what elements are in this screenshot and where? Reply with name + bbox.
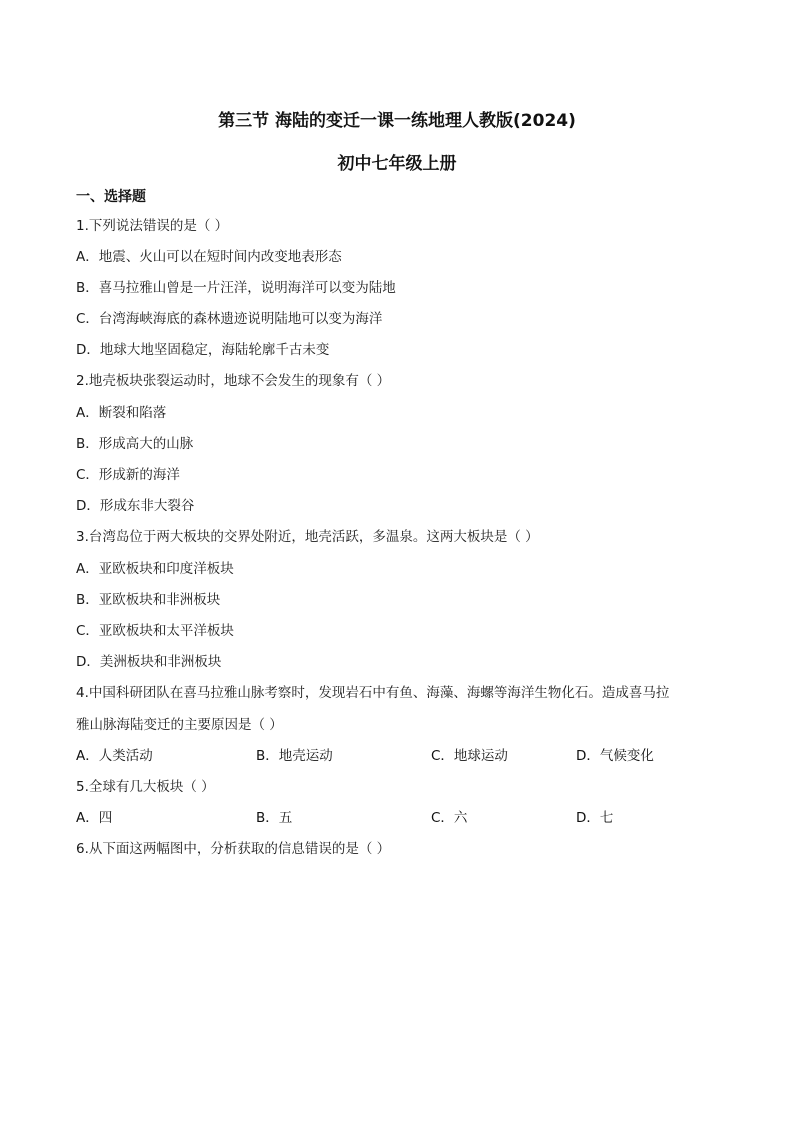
question-4-stem-line-2: 雅山脉海陆变迁的主要原因是（ ） xyxy=(76,717,283,733)
question-5-stem: 5.全球有几大板块（ ） xyxy=(76,779,215,795)
document-subtitle: 初中七年级上册 xyxy=(337,154,457,174)
section-heading: 一、选择题 xyxy=(76,189,146,205)
question-4-option-d: D．气候变化 xyxy=(576,748,654,764)
question-3-option-a: A．亚欧板块和印度洋板块 xyxy=(76,561,234,577)
document-title: 第三节 海陆的变迁一课一练地理人教版(2024) xyxy=(218,111,576,131)
question-1-option-b: B．喜马拉雅山曾是一片汪洋，说明海洋可以变为陆地 xyxy=(76,280,396,296)
question-5-option-c: C．六 xyxy=(431,810,468,826)
question-5-option-b: B．五 xyxy=(256,810,293,826)
question-1-stem: 1.下列说法错误的是（ ） xyxy=(76,218,229,234)
question-2-option-c: C．形成新的海洋 xyxy=(76,467,180,483)
question-4-option-b: B．地壳运动 xyxy=(256,748,333,764)
question-3-option-b: B．亚欧板块和非洲板块 xyxy=(76,592,221,608)
question-4-option-c: C．地球运动 xyxy=(431,748,508,764)
question-4-stem-line-1: 4.中国科研团队在喜马拉雅山脉考察时，发现岩石中有鱼、海藻、海螺等海洋生物化石。造成喜马拉 xyxy=(76,685,670,701)
question-2-option-d: D．形成东非大裂谷 xyxy=(76,498,195,514)
question-2-option-a: A．断裂和陷落 xyxy=(76,405,167,421)
question-3-stem: 3.台湾岛位于两大板块的交界处附近，地壳活跃，多温泉。这两大板块是（ ） xyxy=(76,529,539,545)
question-5-option-d: D．七 xyxy=(576,810,614,826)
question-5-option-a: A．四 xyxy=(76,810,113,826)
question-3-option-c: C．亚欧板块和太平洋板块 xyxy=(76,623,234,639)
question-2-stem: 2.地壳板块张裂运动时，地球不会发生的现象有（ ） xyxy=(76,373,391,389)
question-6-stem: 6.从下面这两幅图中，分析获取的信息错误的是（ ） xyxy=(76,841,391,857)
question-4-option-a: A．人类活动 xyxy=(76,748,153,764)
question-1-option-a: A．地震、火山可以在短时间内改变地表形态 xyxy=(76,249,342,265)
question-2-option-b: B．形成高大的山脉 xyxy=(76,436,194,452)
question-3-option-d: D．美洲板块和非洲板块 xyxy=(76,654,222,670)
question-1-option-c: C．台湾海峡海底的森林遗迹说明陆地可以变为海洋 xyxy=(76,311,383,327)
question-1-option-d: D．地球大地坚固稳定，海陆轮廓千古未变 xyxy=(76,342,330,358)
